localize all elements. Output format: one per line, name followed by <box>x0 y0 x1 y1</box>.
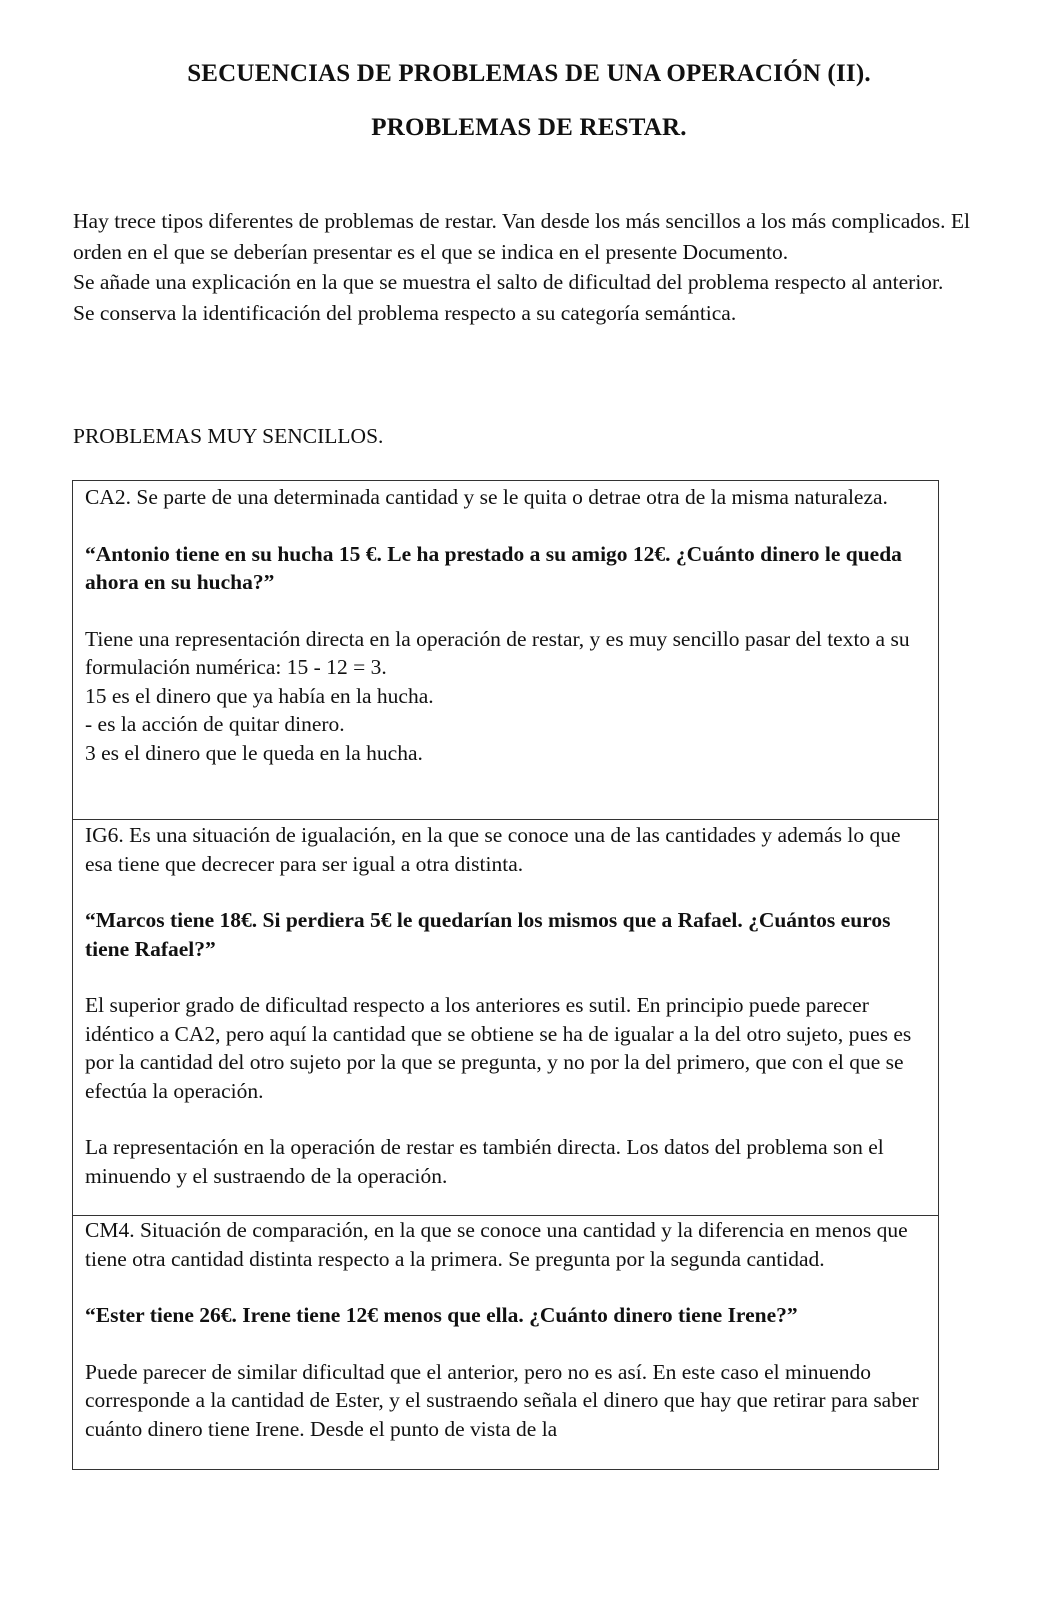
problem-box-ca2 <box>72 480 939 820</box>
problem-box-cm4 <box>72 1215 939 1470</box>
problem-explanation: La representación en la operación de restar es también directa. Los datos del problema son el minuendo y el sustraendo de la operación. <box>85 1135 884 1188</box>
problem-explanation: Tiene una representación directa en la operación de restar, y es muy sencillo pasar del texto a su formulación numérica: 15 - 12 = 3. <box>85 626 910 679</box>
problem-example: “Marcos tiene 18€. Si perdiera 5€ le quedarían los mismos que a Rafael. ¿Cuántos euros tiene Rafael?” <box>85 908 891 961</box>
intro-paragraph: Se añade una explicación en la que se muestra el salto de dificultad del problema respecto al anterior. <box>73 270 944 294</box>
document-subtitle: PROBLEMAS DE RESTAR. <box>371 114 687 141</box>
problem-description: IG6. Es una situación de igualación, en la que se conoce una de las cantidades y además lo que esa tiene que decrecer para ser igual a otra distinta. <box>85 823 901 876</box>
problem-description: CM4. Situación de comparación, en la que se conoce una cantidad y la diferencia en menos que tiene otra cantidad distinta respecto a la primera. Se pregunta por la segunda cantidad. <box>85 1218 908 1271</box>
intro-paragraph: Se conserva la identificación del problema respecto a su categoría semántica. <box>73 300 737 325</box>
intro-paragraph: Hay trece tipos diferentes de problemas de restar. Van desde los más sencillos a los más complicados. El orden en el que se deberían presentar es el que se indica en el presente Documento. <box>73 209 970 264</box>
document-title: SECUENCIAS DE PROBLEMAS DE UNA OPERACIÓN (II). <box>187 60 871 87</box>
problem-explanation: 3 es el dinero que le queda en la hucha. <box>85 740 423 765</box>
problem-example: “Antonio tiene en su hucha 15 €. Le ha prestado a su amigo 12€. ¿Cuánto dinero le queda ahora en su hucha?” <box>85 541 902 594</box>
problem-description: CA2. Se parte de una determinada cantidad y se le quita o detrae otra de la misma naturaleza. <box>85 485 888 509</box>
problem-explanation: Puede parecer de similar dificultad que el anterior, pero no es así. En este caso el minuendo corresponde a la cantidad de Ester, y el sustraendo señala el dinero que hay que retirar para saber cuánto dinero tiene Irene. Desde el punto de vista de la <box>85 1359 919 1441</box>
problem-explanation: 15 es el dinero que ya había en la hucha. <box>85 683 434 708</box>
problem-example: “Ester tiene 26€. Irene tiene 12€ menos que ella. ¿Cuánto dinero tiene Irene?” <box>85 1303 798 1327</box>
section-heading: PROBLEMAS MUY SENCILLOS. <box>73 424 384 448</box>
problem-explanation: El superior grado de dificultad respecto a los anteriores es sutil. En principio puede parecer idéntico a CA2, pero aquí la cantidad que se obtiene se ha de igualar a la del otro sujeto, pues es por la cantidad del otro sujeto por la que se pregunta, y no por la del primero, que con el que se efectúa la operación. <box>85 993 912 1103</box>
intro-text <box>73 206 973 328</box>
problem-explanation: - es la acción de quitar dinero. <box>85 712 345 736</box>
problem-box-ig6 <box>72 819 939 1216</box>
